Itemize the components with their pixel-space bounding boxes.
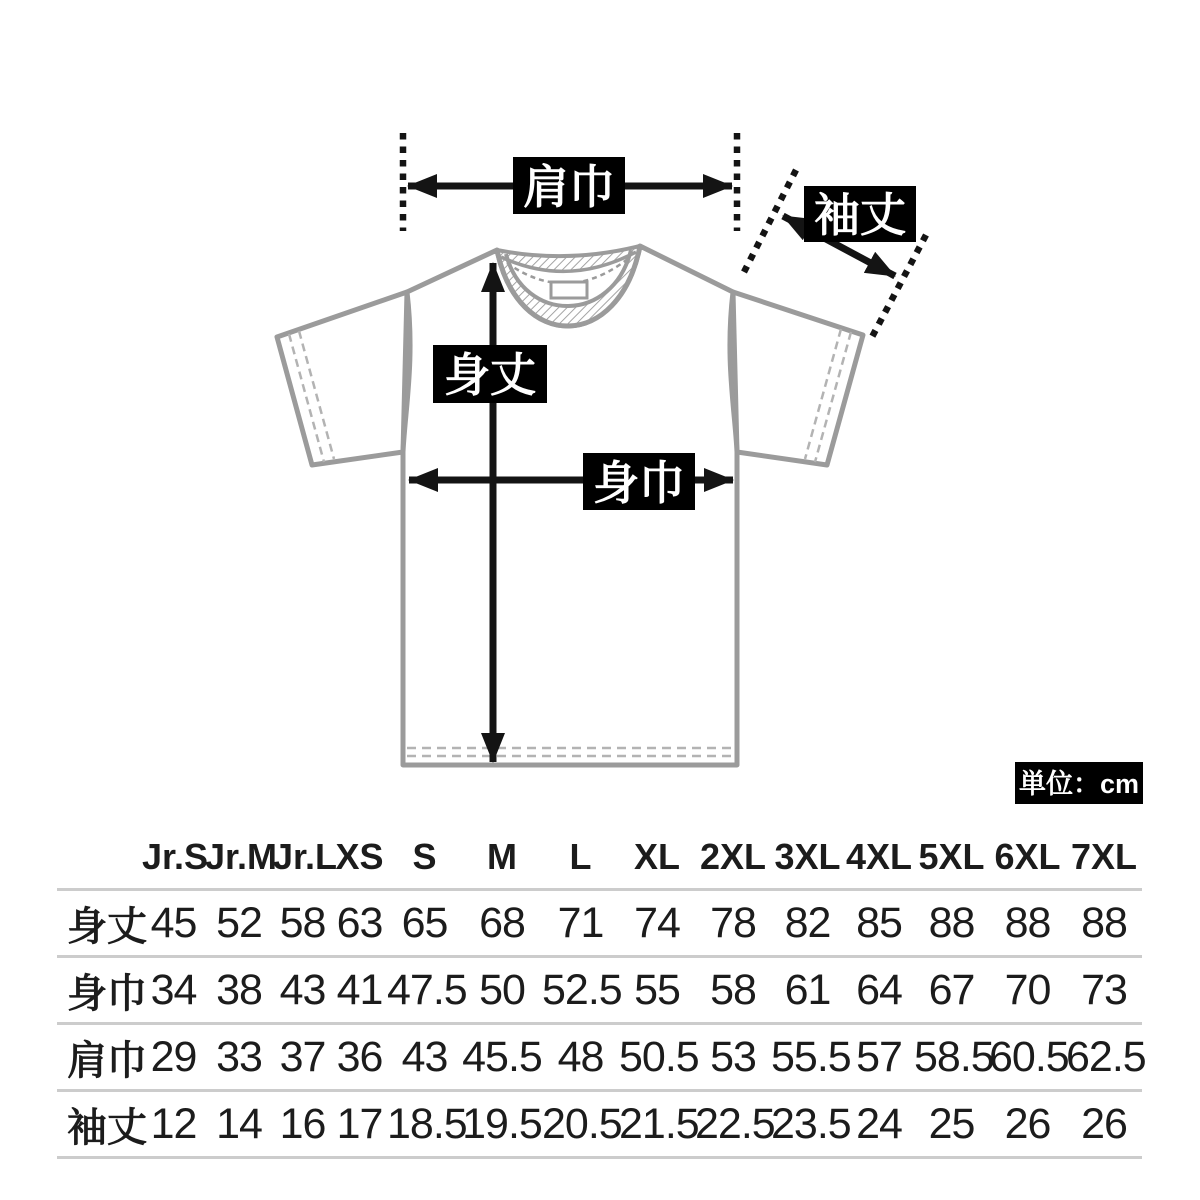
table-row-shoulder-width xyxy=(57,1024,1142,1091)
size-column-header: Jr.S xyxy=(142,826,205,890)
size-value: 71 xyxy=(542,890,619,957)
size-value: 67 xyxy=(914,957,989,1024)
size-header-row xyxy=(57,826,1142,890)
unit-label xyxy=(1015,762,1143,804)
size-value: 43 xyxy=(273,957,332,1024)
size-column-header: 5XL xyxy=(914,826,989,890)
shoulder-width-label xyxy=(513,157,625,214)
size-column-header: 6XL xyxy=(989,826,1066,890)
body-width-label-text: 身巾 xyxy=(593,457,685,509)
size-value: 63 xyxy=(332,890,387,957)
size-value: 38 xyxy=(205,957,273,1024)
size-value: 24 xyxy=(844,1091,914,1158)
size-column-header: Jr.M xyxy=(205,826,273,890)
size-value: 53 xyxy=(695,1024,771,1091)
size-value: 26 xyxy=(989,1091,1066,1158)
body-length-label-text: 身丈 xyxy=(444,349,536,401)
size-value: 17 xyxy=(332,1091,387,1158)
collar-tag xyxy=(551,282,587,298)
size-value: 58.5 xyxy=(914,1024,989,1091)
size-value: 58 xyxy=(695,957,771,1024)
sleeve-length-label-text: 袖丈 xyxy=(814,189,906,241)
sleeve-guide-lower xyxy=(872,235,926,337)
size-value: 26 xyxy=(1066,1091,1142,1158)
body-length-label xyxy=(433,345,547,403)
size-value: 74 xyxy=(619,890,695,957)
size-value: 16 xyxy=(273,1091,332,1158)
size-value: 12 xyxy=(142,1091,205,1158)
table-row-sleeve-length xyxy=(57,1091,1142,1158)
size-value: 45 xyxy=(142,890,205,957)
measure-row-label: 肩巾 xyxy=(57,1024,142,1091)
size-value: 88 xyxy=(914,890,989,957)
size-value: 70 xyxy=(989,957,1066,1024)
size-value: 60.5 xyxy=(989,1024,1066,1091)
size-column-header: L xyxy=(542,826,619,890)
size-value: 33 xyxy=(205,1024,273,1091)
measure-row-label: 身巾 xyxy=(57,957,142,1024)
size-value: 18.5 xyxy=(387,1091,462,1158)
size-value: 52.5 xyxy=(542,957,619,1024)
size-value: 20.5 xyxy=(542,1091,619,1158)
corner-cell xyxy=(57,826,142,890)
size-value: 57 xyxy=(844,1024,914,1091)
size-value: 62.5 xyxy=(1066,1024,1142,1091)
size-value: 78 xyxy=(695,890,771,957)
measure-row-label: 袖丈 xyxy=(57,1091,142,1158)
size-value: 41 xyxy=(332,957,387,1024)
size-value: 58 xyxy=(273,890,332,957)
table-row-body-width xyxy=(57,957,1142,1024)
size-value: 88 xyxy=(989,890,1066,957)
size-table xyxy=(57,826,1146,1159)
size-value: 68 xyxy=(462,890,542,957)
size-column-header: 7XL xyxy=(1066,826,1142,890)
size-value: 52 xyxy=(205,890,273,957)
size-value: 22.5 xyxy=(695,1091,771,1158)
size-value: 50 xyxy=(462,957,542,1024)
size-value: 47.5 xyxy=(387,957,462,1024)
left-sleeve xyxy=(277,292,407,465)
size-column-header: XS xyxy=(332,826,387,890)
body-width-label xyxy=(583,453,695,510)
size-column-header: 3XL xyxy=(771,826,844,890)
size-value: 48 xyxy=(542,1024,619,1091)
size-value: 21.5 xyxy=(619,1091,695,1158)
size-value: 55.5 xyxy=(771,1024,844,1091)
size-column-header: S xyxy=(387,826,462,890)
size-value: 29 xyxy=(142,1024,205,1091)
size-value: 61 xyxy=(771,957,844,1024)
size-value: 50.5 xyxy=(619,1024,695,1091)
size-value: 25 xyxy=(914,1091,989,1158)
size-column-header: Jr.L xyxy=(273,826,332,890)
unit-label-text: 単位：cm xyxy=(1018,769,1140,799)
measure-row-label: 身丈 xyxy=(57,890,142,957)
size-value: 34 xyxy=(142,957,205,1024)
size-value: 19.5 xyxy=(462,1091,542,1158)
size-value: 43 xyxy=(387,1024,462,1091)
sleeve-length-label xyxy=(804,186,916,242)
size-value: 14 xyxy=(205,1091,273,1158)
size-value: 36 xyxy=(332,1024,387,1091)
size-value: 23.5 xyxy=(771,1091,844,1158)
size-column-header: M xyxy=(462,826,542,890)
right-sleeve xyxy=(733,292,863,465)
size-value: 88 xyxy=(1066,890,1142,957)
size-value: 85 xyxy=(844,890,914,957)
size-table-section xyxy=(57,826,1146,1159)
shoulder-width-label-text: 肩巾 xyxy=(523,161,615,213)
size-value: 82 xyxy=(771,890,844,957)
table-row-body-length xyxy=(57,890,1142,957)
size-value: 37 xyxy=(273,1024,332,1091)
size-column-header: XL xyxy=(619,826,695,890)
size-column-header: 4XL xyxy=(844,826,914,890)
size-value: 45.5 xyxy=(462,1024,542,1091)
size-value: 64 xyxy=(844,957,914,1024)
size-value: 65 xyxy=(387,890,462,957)
size-column-header: 2XL xyxy=(695,826,771,890)
size-value: 73 xyxy=(1066,957,1142,1024)
size-value: 55 xyxy=(619,957,695,1024)
